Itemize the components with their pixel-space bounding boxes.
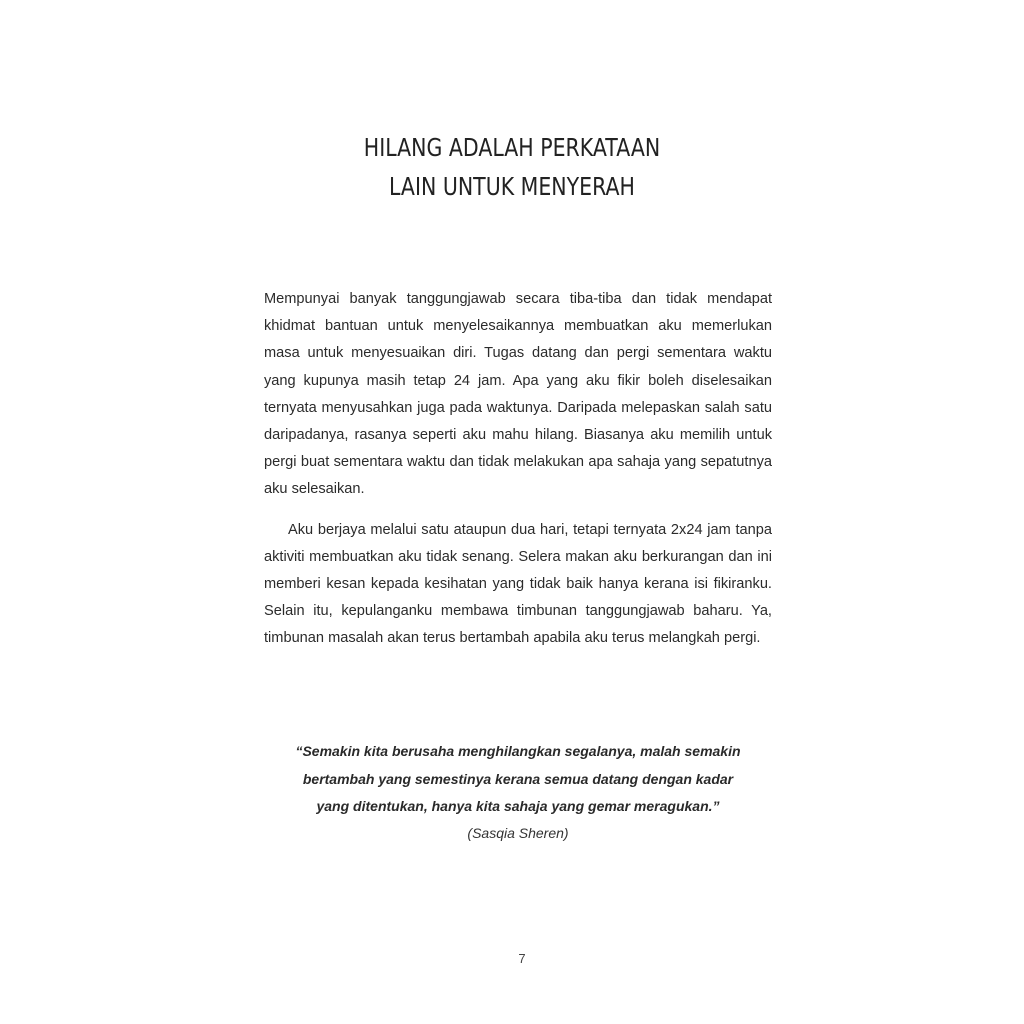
chapter-title-line-2: LAIN UNTUK MENYERAH [389, 172, 635, 201]
body-text [264, 286, 772, 653]
paragraph-2: Aku berjaya melalui satu ataupun dua hari, tetapi ternyata 2x24 jam tanpa aktiviti membuatkan aku tidak senang. Selera makan aku berkurangan dan ini memberi kesan kepada kesihatan yang tidak baik hanya kerana isi fikiranku. Selain itu, kepulanganku membawa timbunan tanggungjawab baharu. Ya, timbunan masalah akan terus bertambah apabila aku terus melangkah pergi. [264, 521, 772, 647]
paragraph-1: Mempunyai banyak tanggungjawab secara tiba-tiba dan tidak mendapat khidmat bantuan untuk menyelesaikannya membuatkan aku memerlukan masa untuk menyesuaikan diri. Tugas datang dan pergi sementara waktu yang kupunya masih tetap 24 jam. Apa yang aku fikir boleh diselesaikan ternyata menyusahkan juga pada waktunya. Daripada melepaskan salah satu daripadanya, rasanya seperti aku mahu hilang. Biasanya aku memilih untuk pergi buat sementara waktu dan tidak melakukan apa sahaja yang sepatutnya aku selesaikan. [264, 291, 772, 498]
chapter-title-line-1: HILANG ADALAH PERKATAAN [363, 133, 661, 162]
quote-line-1: “Semakin kita berusaha menghilangkan segalanya, malah semakin [295, 743, 741, 759]
pull-quote [264, 738, 772, 821]
quote-line-2: bertambah yang semestinya kerana semua datang dengan kadar [302, 770, 734, 787]
chapter-title [307, 128, 717, 206]
page-number: 7 [518, 951, 526, 966]
quote-line-3: yang ditentukan, hanya kita sahaja yang gemar meragukan.” [316, 798, 720, 814]
quote-attribution: (Sasqia Sheren) [467, 825, 569, 841]
